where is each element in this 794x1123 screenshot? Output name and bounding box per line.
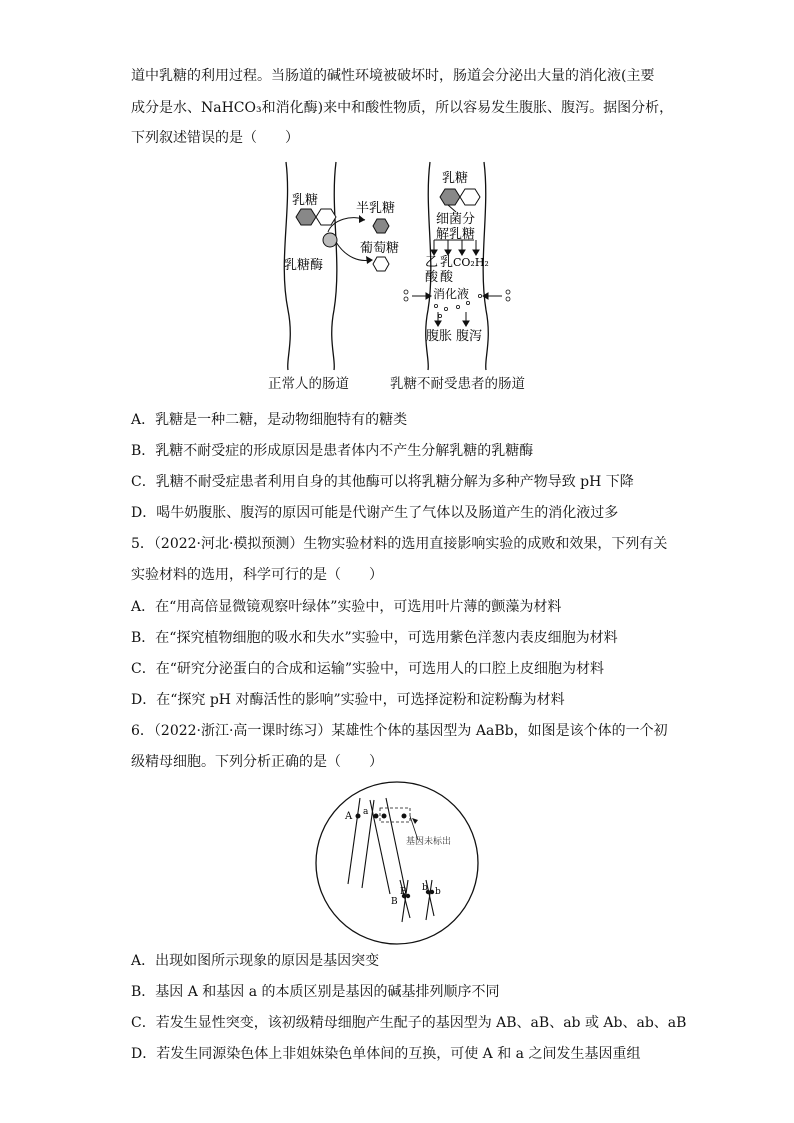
- caption-normal-intestine: 正常人的肠道: [268, 376, 349, 392]
- q5-option-c: C．在“研究分泌蛋白的合成和运输”实验中，可选用人的口腔上皮细胞为材料: [131, 661, 605, 677]
- q5-stem-line-1: 5．（2022·河北·模拟预测）生物实验材料的选用直接影响实验的成败和效果，下列有关: [131, 536, 668, 552]
- cell-membrane: [316, 782, 478, 944]
- right-lactose-label: 乳糖: [442, 171, 469, 186]
- svg-text:乙: 乙: [425, 255, 439, 270]
- galactose-hexagon-white: [316, 209, 336, 225]
- gene-label-b2: b: [435, 887, 441, 897]
- galactose-label: 半乳糖: [356, 201, 396, 216]
- glucose-product-icon: [373, 257, 389, 271]
- q6-option-b: B．基因 A 和基因 a 的本质区别是基因的碱基排列顺序不同: [131, 984, 500, 1000]
- q6-stem-line-1: 6．（2022·浙江·高一课时练习）某雄性个体的基因型为 AaBb，如图是该个体的一个初: [131, 723, 668, 739]
- glucose-label: 葡萄糖: [360, 241, 400, 256]
- lactase-enzyme-icon: [323, 233, 337, 247]
- gene-note: 基因未标出: [406, 837, 452, 847]
- spermatocyte-figure: [314, 780, 480, 946]
- gene-label-b1: b: [422, 883, 428, 893]
- q6-option-c: C．若发生显性突变，该初级精母细胞产生配子的基因型为 AB、aB、ab 或 Ab、ab、aB: [131, 1015, 687, 1031]
- breakdown-arrows: [431, 240, 479, 255]
- svg-text:乳: 乳: [440, 255, 454, 270]
- q6-option-d: D．若发生同源染色体上非姐妹染色单体间的互换，可使 A 和 a 之间发生基因重组: [131, 1046, 641, 1062]
- svg-text:酸: 酸: [425, 270, 439, 285]
- q5-option-b: B．在“探究植物细胞的吸水和失水”实验中，可选用紫色洋葱内表皮细胞为材料: [131, 630, 618, 646]
- q4-option-d: D．喝牛奶腹胀、腹泻的原因可能是代谢产生了气体以及肠道产生的消化液过多: [131, 505, 619, 521]
- left-lactose-label: 乳糖: [292, 193, 319, 208]
- gene-label-a: a: [363, 807, 369, 817]
- caption-intolerant-intestine: 乳糖不耐受患者的肠道: [390, 376, 525, 392]
- diarrhea-label: 腹泻: [456, 329, 483, 344]
- q5-option-d: D．在“探究 pH 对酶活性的影响”实验中，可选择淀粉和淀粉酶为材料: [131, 692, 565, 708]
- q4-stem-line-1: 道中乳糖的利用过程。当肠道的碱性环境被破坏时，肠道会分泌出大量的消化液(主要: [131, 68, 655, 84]
- gases-label: CO₂H₂: [453, 256, 489, 269]
- q4-option-b: B．乳糖不耐受症的形成原因是患者体内不产生分解乳糖的乳糖酶: [131, 443, 534, 459]
- q4-option-a: A．乳糖是一种二糖，是动物细胞特有的糖类: [131, 412, 408, 428]
- bacteria-label-1: 细菌分: [436, 212, 476, 227]
- gene-label-A: A: [345, 811, 353, 822]
- bacteria-label-2: 解乳糖: [436, 227, 476, 242]
- chromosome-pair-1: [348, 798, 406, 894]
- left-wall-2: [332, 162, 337, 370]
- q5-stem-line-2: 实验材料的选用，科学可行的是（ ）: [131, 567, 383, 583]
- bloating-label: 腹胀: [426, 329, 453, 344]
- q4-stem-line-3: 下列叙述错误的是（ ）: [131, 130, 299, 146]
- svg-text:酸: 酸: [440, 270, 454, 285]
- q6-stem-line-2: 级精母细胞。下列分析正确的是（ ）: [131, 754, 383, 770]
- lactase-label: 乳糖酶: [284, 258, 324, 273]
- digestive-fluid-label: 消化液: [433, 287, 470, 301]
- gene-label-B: B: [391, 897, 398, 907]
- q4-option-c: C．乳糖不耐受症患者利用自身的其他酶可以将乳糖分解为多种产物导致 pH 下降: [131, 474, 634, 490]
- q6-option-a: A．出现如图所示现象的原因是基因突变: [131, 953, 380, 969]
- galactose-product-icon: [373, 219, 389, 233]
- intestine-figure: [270, 160, 540, 372]
- glucose-hexagon-shaded: [296, 209, 316, 225]
- q4-stem-line-2: 成分是水、NaHCO₃和消化酶)来中和酸性物质，所以容易发生腹胀、腹泻。据图分析，: [131, 100, 674, 116]
- q5-option-a: A．在“用高倍显微镜观察叶绿体”实验中，可选用叶片薄的颤藻为材料: [131, 599, 562, 615]
- gene-label-B2: B: [400, 887, 407, 897]
